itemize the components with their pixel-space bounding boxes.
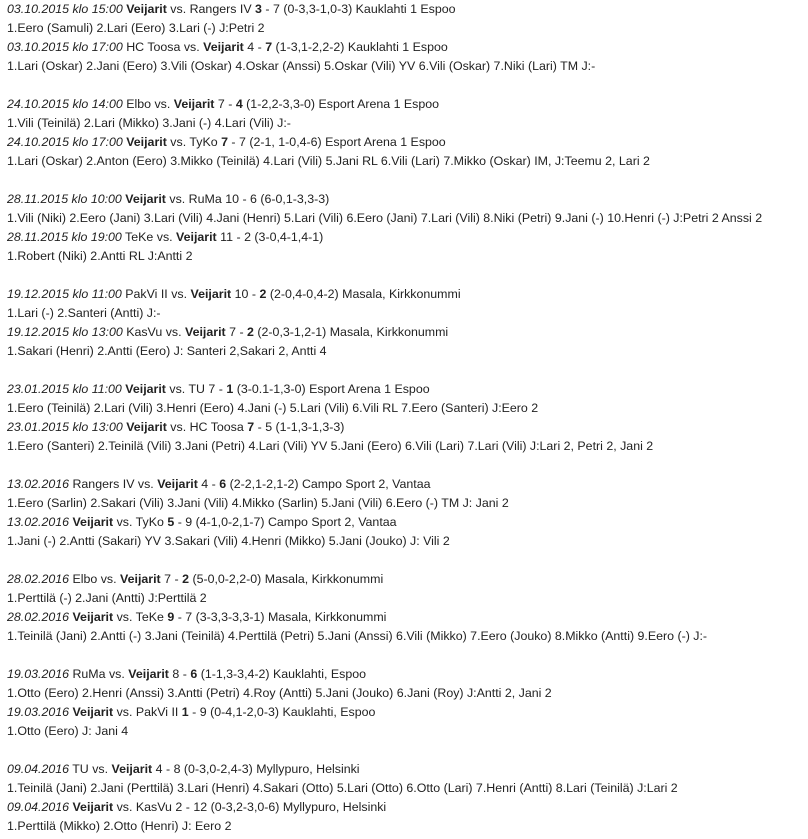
venue: Masala, Kirkkonummi bbox=[267, 610, 387, 624]
venue: Masala, Kirkkonummi bbox=[264, 572, 384, 586]
period-scores: (3-0.1-1,3-0) bbox=[236, 382, 306, 396]
game-header bbox=[7, 0, 808, 19]
home-score: 7 bbox=[229, 325, 236, 339]
away-team: Rangers IV bbox=[189, 2, 252, 16]
vs-label: vs. bbox=[154, 97, 171, 111]
venue: Myllypuro, Helsinki bbox=[282, 800, 387, 814]
away-team: Veijarit bbox=[111, 762, 153, 776]
away-team: Veijarit bbox=[128, 667, 169, 681]
away-score: 8 bbox=[173, 762, 181, 776]
day-spacer bbox=[7, 361, 808, 380]
home-score: 1 bbox=[181, 705, 189, 719]
game-header bbox=[7, 133, 808, 152]
score-separator: - bbox=[174, 572, 179, 586]
vs-label: vs. bbox=[165, 325, 182, 339]
away-team: HC Toosa bbox=[189, 420, 244, 434]
home-team: Elbo bbox=[72, 572, 98, 586]
match-day bbox=[7, 380, 808, 456]
away-score: 2 bbox=[259, 287, 267, 301]
period-scores: (6-0,1-3,3-3) bbox=[260, 192, 330, 206]
away-team: Veijarit bbox=[185, 325, 226, 339]
game-lineup: 1.Otto (Eero) J: Jani 4 bbox=[7, 724, 129, 738]
away-team: KasVu bbox=[135, 800, 172, 814]
day-spacer bbox=[7, 76, 808, 95]
venue: Kauklahti, Espoo bbox=[273, 667, 367, 681]
venue: Kauklahti, Espoo bbox=[282, 705, 376, 719]
period-scores: (1-1,3-1,3-3) bbox=[275, 420, 345, 434]
game-lineup: 1.Vili (Teinilä) 2.Lari (Mikko) 3.Jani (-) 4.Lari (Vili) J:- bbox=[7, 116, 291, 130]
home-team: KasVu bbox=[126, 325, 163, 339]
game-datetime: 19.12.2015 klo 11:00 bbox=[7, 287, 122, 301]
score-separator: - bbox=[185, 800, 190, 814]
game-header bbox=[7, 570, 808, 589]
score-separator: - bbox=[236, 230, 241, 244]
period-scores: (4-1,0-2,1-7) bbox=[195, 515, 265, 529]
game-datetime: 03.10.2015 klo 15:00 bbox=[7, 2, 123, 16]
game-lineup: 1.Perttilä (-) 2.Jani (Antti) J:Perttilä 2 bbox=[7, 591, 207, 605]
home-score: 10 bbox=[234, 287, 249, 301]
home-score: 5 bbox=[167, 515, 175, 529]
home-team: Veijarit bbox=[125, 192, 166, 206]
day-spacer bbox=[7, 171, 808, 190]
game-datetime: 28.02.2016 bbox=[7, 572, 70, 586]
away-team: RuMa bbox=[188, 192, 222, 206]
away-score: 6 bbox=[250, 192, 257, 206]
game-lineup: 1.Lari (Oskar) 2.Anton (Eero) 3.Mikko (Teinilä) 4.Lari (Vili) 5.Jani RL 6.Vili (Lari) 7.Mikko (Oskar) IM, J:Teemu 2, Lari 2 bbox=[7, 154, 650, 168]
period-scores: (2-2,1-2,1-2) bbox=[229, 477, 299, 491]
vs-label: vs. bbox=[116, 800, 133, 814]
match-day bbox=[7, 760, 808, 836]
vs-label: vs. bbox=[92, 762, 109, 776]
home-score: 8 bbox=[172, 667, 180, 681]
away-score: 7 bbox=[185, 610, 193, 624]
score-separator: - bbox=[242, 192, 247, 206]
game-datetime: 09.04.2016 bbox=[7, 762, 70, 776]
match-day bbox=[7, 190, 808, 266]
match-day bbox=[7, 665, 808, 741]
away-score: 9 bbox=[185, 515, 193, 529]
game-lineup: 1.Vili (Niki) 2.Eero (Jani) 3.Lari (Vili) 4.Jani (Henri) 5.Lari (Vili) 6.Eero (Jani) 7.Lari (Vili) 8.Niki (Petri) 9.Jani (-) 10.Henri (-) J:Petri 2 Anssi 2 bbox=[7, 211, 763, 225]
home-score: 3 bbox=[255, 2, 262, 16]
game-datetime: 13.02.2016 bbox=[7, 477, 70, 491]
home-team: TeKe bbox=[125, 230, 154, 244]
game-lineup: 1.Sakari (Henri) 2.Antti (Eero) J: Santeri 2,Sakari 2, Antti 4 bbox=[7, 344, 327, 358]
home-score: 4 bbox=[155, 762, 163, 776]
score-separator: - bbox=[165, 762, 171, 776]
home-team: RuMa bbox=[72, 667, 106, 681]
game-header bbox=[7, 228, 808, 247]
game-lineup: 1.Teinilä (Jani) 2.Jani (Perttilä) 3.Lari (Henri) 4.Sakari (Otto) 5.Lari (Otto) 6.Otto (Lari) 7.Henri (Antti) 8.Lari (Teinilä) J:Lari 2 bbox=[7, 781, 678, 795]
day-spacer bbox=[7, 646, 808, 665]
period-scores: (2-0,3-1,2-1) bbox=[257, 325, 327, 339]
game-datetime: 19.03.2016 bbox=[7, 667, 70, 681]
away-team: TeKe bbox=[135, 610, 164, 624]
home-score: 7 bbox=[217, 97, 225, 111]
score-separator: - bbox=[228, 97, 233, 111]
venue: Campo Sport 2, Vantaa bbox=[267, 515, 397, 529]
game-header bbox=[7, 190, 808, 209]
venue: Myllypuro, Helsinki bbox=[256, 762, 360, 776]
vs-label: vs. bbox=[116, 515, 133, 529]
away-score: 2 bbox=[182, 572, 189, 586]
home-team: Rangers IV bbox=[72, 477, 135, 491]
home-score: 4 bbox=[247, 40, 255, 54]
game-lineup: 1.Otto (Eero) 2.Henri (Anssi) 3.Antti (Petri) 4.Roy (Antti) 5.Jani (Jouko) 6.Jani (Roy) J:Antti 2, Jani 2 bbox=[7, 686, 552, 700]
score-separator: - bbox=[257, 40, 262, 54]
game-datetime: 19.03.2016 bbox=[7, 705, 70, 719]
home-score: 7 bbox=[221, 135, 228, 149]
game-header bbox=[7, 95, 808, 114]
match-day bbox=[7, 475, 808, 551]
period-scores: (3-0,4-1,4-1) bbox=[254, 230, 324, 244]
period-scores: (0-3,3-1,0-3) bbox=[283, 2, 353, 16]
away-score: 2 bbox=[247, 325, 254, 339]
score-separator: - bbox=[218, 382, 223, 396]
game-header bbox=[7, 798, 808, 817]
game-lineup: 1.Eero (Santeri) 2.Teinilä (Vili) 3.Jani (Petri) 4.Lari (Vili) YV 5.Jani (Eero) 6.Vili (Lari) 7.Lari (Vili) J:Lari 2, Petri 2, Jani 2 bbox=[7, 439, 654, 453]
home-team: Veijarit bbox=[72, 610, 114, 624]
game-header bbox=[7, 665, 808, 684]
vs-label: vs. bbox=[137, 477, 154, 491]
day-spacer bbox=[7, 266, 808, 285]
score-separator: - bbox=[231, 135, 236, 149]
period-scores: (1-3,1-2,2-2) bbox=[275, 40, 345, 54]
home-team: Veijarit bbox=[72, 705, 114, 719]
score-separator: - bbox=[192, 705, 197, 719]
game-datetime: 03.10.2015 klo 17:00 bbox=[7, 40, 123, 54]
home-team: Veijarit bbox=[126, 135, 167, 149]
day-spacer bbox=[7, 456, 808, 475]
home-score: 7 bbox=[247, 420, 255, 434]
vs-label: vs. bbox=[183, 40, 200, 54]
game-datetime: 24.10.2015 klo 14:00 bbox=[7, 97, 123, 111]
away-score: 5 bbox=[265, 420, 273, 434]
game-lineup: 1.Jani (-) 2.Antti (Sakari) YV 3.Sakari (Vili) 4.Henri (Mikko) 5.Jani (Jouko) J: Vili 2 bbox=[7, 534, 450, 548]
period-scores: (1-1,3-3,4-2) bbox=[200, 667, 270, 681]
vs-label: vs. bbox=[100, 572, 117, 586]
score-separator: - bbox=[211, 477, 216, 491]
game-lineup: 1.Robert (Niki) 2.Antti RL J:Antti 2 bbox=[7, 249, 193, 263]
match-day bbox=[7, 95, 808, 171]
away-team: Veijarit bbox=[173, 97, 215, 111]
score-separator: - bbox=[182, 667, 187, 681]
home-team: Veijarit bbox=[125, 382, 166, 396]
home-team: Veijarit bbox=[126, 420, 167, 434]
period-scores: (0-4,1-2,0-3) bbox=[210, 705, 279, 719]
period-scores: (2-1, 1-0,4-6) bbox=[249, 135, 322, 149]
venue: Esport Arena 1 Espoo bbox=[318, 97, 440, 111]
vs-label: vs. bbox=[116, 705, 133, 719]
period-scores: (0-3,2-3,0-6) bbox=[210, 800, 280, 814]
away-score: 2 bbox=[244, 230, 251, 244]
game-header bbox=[7, 38, 808, 57]
vs-label: vs. bbox=[108, 667, 125, 681]
home-team: Veijarit bbox=[72, 515, 114, 529]
match-day bbox=[7, 285, 808, 361]
game-lineup: 1.Lari (Oskar) 2.Jani (Eero) 3.Vili (Oskar) 4.Oskar (Anssi) 5.Oskar (Vili) YV 6.Vili (Oskar) 7.Niki (Lari) TM J:- bbox=[7, 59, 596, 73]
game-header bbox=[7, 760, 808, 779]
game-datetime: 28.02.2016 bbox=[7, 610, 70, 624]
score-separator: - bbox=[177, 515, 182, 529]
vs-label: vs. bbox=[170, 135, 187, 149]
away-score: 7 bbox=[272, 2, 280, 16]
home-score: 7 bbox=[208, 382, 216, 396]
game-header bbox=[7, 475, 808, 494]
away-score: 9 bbox=[199, 705, 207, 719]
home-score: 9 bbox=[167, 610, 175, 624]
game-datetime: 28.11.2015 klo 19:00 bbox=[7, 230, 122, 244]
game-header bbox=[7, 380, 808, 399]
match-day bbox=[7, 0, 808, 76]
game-header bbox=[7, 323, 808, 342]
venue: Masala, Kirkkonummi bbox=[342, 287, 461, 301]
game-lineup: 1.Eero (Teinilä) 2.Lari (Vili) 3.Henri (Eero) 4.Jani (-) 5.Lari (Vili) 6.Vili RL 7.Eero (Santeri) J:Eero 2 bbox=[7, 401, 539, 415]
home-score: 7 bbox=[164, 572, 172, 586]
score-separator: - bbox=[257, 420, 262, 434]
home-score: 11 bbox=[220, 230, 234, 244]
period-scores: (3-3,3-3,3-1) bbox=[195, 610, 265, 624]
away-team: TyKo bbox=[135, 515, 164, 529]
away-score: 12 bbox=[193, 800, 208, 814]
period-scores: (2-0,4-0,4-2) bbox=[269, 287, 339, 301]
game-datetime: 28.11.2015 klo 10:00 bbox=[7, 192, 122, 206]
game-header bbox=[7, 608, 808, 627]
home-team: PakVi II bbox=[125, 287, 168, 301]
game-header bbox=[7, 285, 808, 304]
venue: Kauklahti 1 Espoo bbox=[347, 40, 448, 54]
game-datetime: 23.01.2015 klo 13:00 bbox=[7, 420, 123, 434]
score-separator: - bbox=[239, 325, 244, 339]
match-day bbox=[7, 570, 808, 646]
away-team: TU bbox=[188, 382, 205, 396]
away-team: Veijarit bbox=[176, 230, 217, 244]
vs-label: vs. bbox=[169, 192, 186, 206]
game-lineup: 1.Teinilä (Jani) 2.Antti (-) 3.Jani (Teinilä) 4.Perttilä (Petri) 5.Jani (Anssi) 6.Vili (Mikko) 7.Eero (Jouko) 8.Mikko (Antti) 9.Eero (-) J:- bbox=[7, 629, 708, 643]
day-spacer bbox=[7, 551, 808, 570]
venue: Campo Sport 2, Vantaa bbox=[301, 477, 431, 491]
game-header bbox=[7, 703, 808, 722]
venue: Masala, Kirkkonummi bbox=[329, 325, 449, 339]
home-team: Veijarit bbox=[126, 2, 167, 16]
home-score: 2 bbox=[175, 800, 183, 814]
vs-label: vs. bbox=[170, 2, 187, 16]
home-score: 10 bbox=[225, 192, 239, 206]
home-score: 4 bbox=[201, 477, 209, 491]
vs-label: vs. bbox=[116, 610, 133, 624]
game-header bbox=[7, 513, 808, 532]
game-datetime: 09.04.2016 bbox=[7, 800, 70, 814]
score-separator: - bbox=[265, 2, 270, 16]
away-score: 7 bbox=[265, 40, 273, 54]
venue: Esport Arena 1 Espoo bbox=[325, 135, 446, 149]
game-lineup: 1.Eero (Samuli) 2.Lari (Eero) 3.Lari (-) J:Petri 2 bbox=[7, 21, 265, 35]
venue: Kauklahti 1 Espoo bbox=[355, 2, 456, 16]
away-score: 6 bbox=[219, 477, 227, 491]
day-spacer bbox=[7, 741, 808, 760]
score-separator: - bbox=[177, 610, 182, 624]
vs-label: vs. bbox=[171, 287, 188, 301]
home-team: TU bbox=[72, 762, 89, 776]
game-datetime: 13.02.2016 bbox=[7, 515, 70, 529]
away-team: Veijarit bbox=[120, 572, 161, 586]
period-scores: (0-3,0-2,4-3) bbox=[183, 762, 253, 776]
game-lineup: 1.Eero (Sarlin) 2.Sakari (Vili) 3.Jani (Vili) 4.Mikko (Sarlin) 5.Jani (Vili) 6.Eero (-) TM J: Jani 2 bbox=[7, 496, 509, 510]
game-header bbox=[7, 418, 808, 437]
home-team: Elbo bbox=[126, 97, 152, 111]
game-datetime: 19.12.2015 klo 13:00 bbox=[7, 325, 123, 339]
away-team: Veijarit bbox=[190, 287, 232, 301]
away-score: 4 bbox=[235, 97, 243, 111]
away-team: PakVi II bbox=[135, 705, 179, 719]
period-scores: (5-0,0-2,2-0) bbox=[192, 572, 262, 586]
away-team: Veijarit bbox=[157, 477, 198, 491]
score-separator: - bbox=[251, 287, 256, 301]
away-score: 1 bbox=[226, 382, 234, 396]
game-datetime: 23.01.2015 klo 11:00 bbox=[7, 382, 122, 396]
game-datetime: 24.10.2015 klo 17:00 bbox=[7, 135, 123, 149]
period-scores: (1-2,2-3,3-0) bbox=[246, 97, 316, 111]
away-team: Veijarit bbox=[203, 40, 244, 54]
away-score: 7 bbox=[239, 135, 246, 149]
away-team: TyKo bbox=[189, 135, 218, 149]
vs-label: vs. bbox=[156, 230, 173, 244]
away-score: 6 bbox=[190, 667, 198, 681]
vs-label: vs. bbox=[169, 382, 186, 396]
venue: Esport Arena 1 Espoo bbox=[309, 382, 430, 396]
vs-label: vs. bbox=[170, 420, 187, 434]
home-team: HC Toosa bbox=[126, 40, 181, 54]
game-lineup: 1.Perttilä (Mikko) 2.Otto (Henri) J: Eero 2 bbox=[7, 819, 232, 833]
game-lineup: 1.Lari (-) 2.Santeri (Antti) J:- bbox=[7, 306, 161, 320]
home-team: Veijarit bbox=[72, 800, 114, 814]
